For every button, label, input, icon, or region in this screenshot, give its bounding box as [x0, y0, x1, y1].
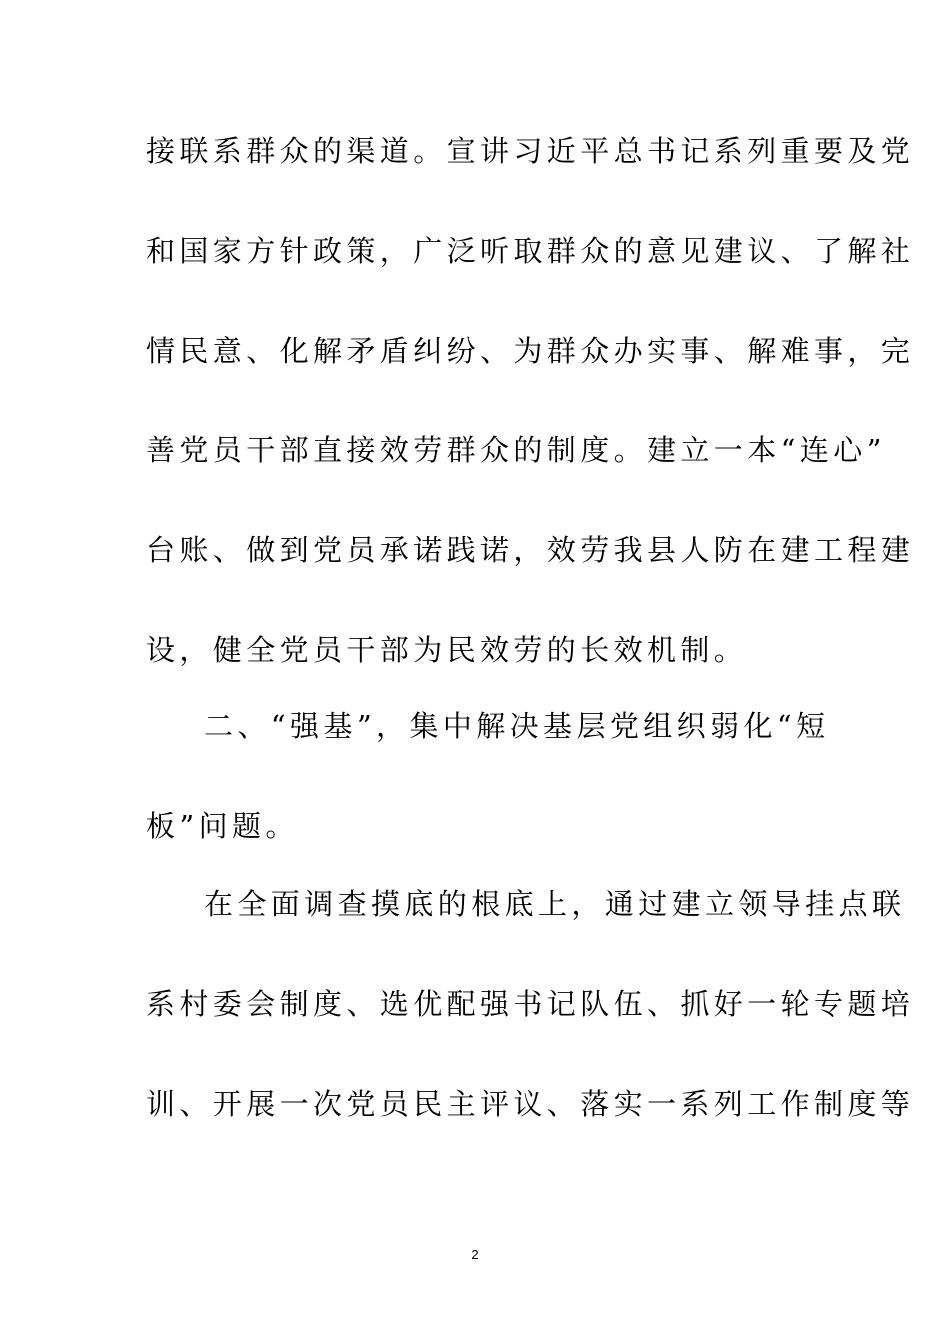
body-text-line: 接联系群众的渠道。宣讲习近平总书记系列重要及党 — [146, 134, 915, 168]
body-text-line: 和国家方针政策，广泛听取群众的意见建议、了解社 — [146, 234, 915, 268]
page-number: 2 — [471, 1247, 479, 1262]
body-text-line: 训、开展一次党员民主评议、落实一系列工作制度等 — [146, 1087, 915, 1121]
body-text-line: 系村委会制度、选优配强书记队伍、抓好一轮专题培 — [146, 987, 915, 1021]
body-text-line: 善党员干部直接效劳群众的制度。建立一本“连心” — [146, 433, 886, 467]
body-text-line: 情民意、化解矛盾纠纷、为群众办实事、解难事，完 — [146, 334, 915, 368]
body-text-line: 在全面调查摸底的根底上，通过建立领导挂点联 — [204, 887, 906, 921]
section-heading-line: 二、“强基”，集中解决基层党组织弱化“短 — [204, 709, 830, 743]
body-text-line: 台账、做到党员承诺践诺，效劳我县人防在建工程建 — [146, 533, 915, 567]
section-heading-line: 板”问题。 — [146, 809, 299, 843]
body-text-line: 设，健全党员干部为民效劳的长效机制。 — [146, 633, 748, 667]
